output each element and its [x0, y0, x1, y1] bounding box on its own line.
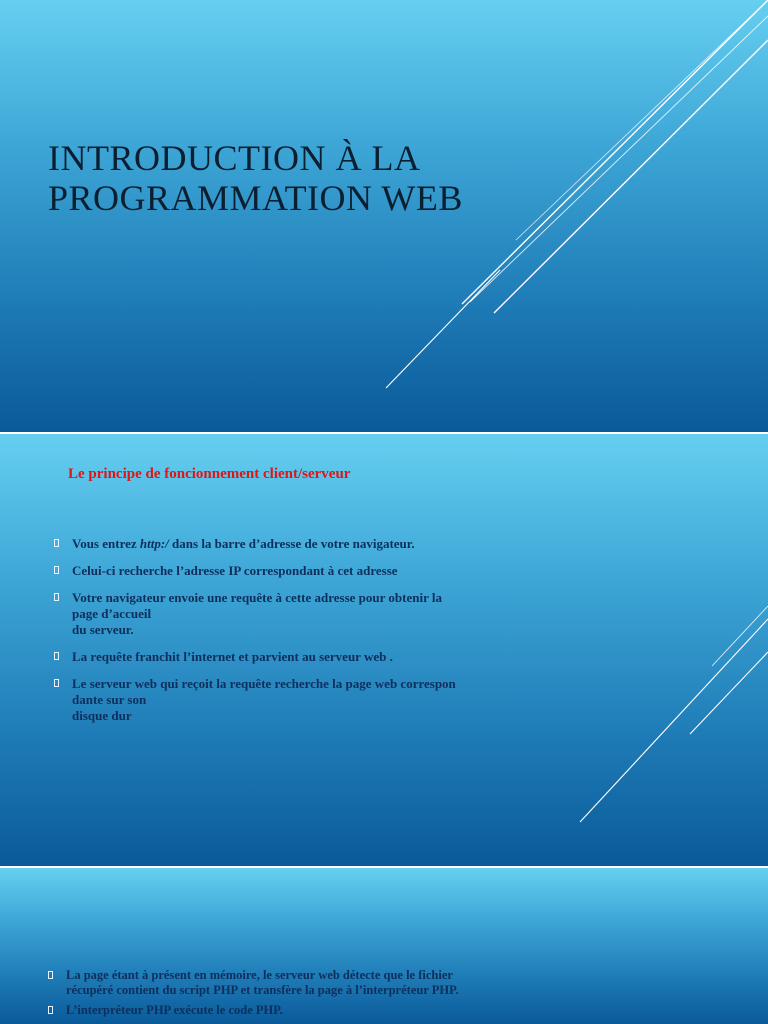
list-item [46, 968, 566, 998]
deco-line-2 [690, 652, 768, 734]
hollow-square-bullet-icon [54, 539, 59, 547]
title-line-2: PROGRAMMATION WEB [48, 178, 463, 218]
list-item [52, 563, 572, 579]
bullet-text: Celui-ci recherche l’adresse IP correspondant à cet adresse [72, 563, 398, 578]
bullet-list [52, 536, 572, 735]
slide-php-execution [0, 868, 768, 1024]
slide-client-server [0, 434, 768, 866]
deco-line-1 [580, 619, 768, 822]
bullet-text-line-3: du serveur. [72, 622, 134, 637]
slide-subtitle: Le principe de foncionnement client/serveur [68, 466, 351, 482]
bullet-text-line-2: dante sur son [72, 692, 147, 707]
hollow-square-bullet-icon [54, 652, 59, 660]
bullet-text-line-1: Votre navigateur envoie une requête à cette adresse pour obtenir la [72, 590, 442, 605]
hollow-square-bullet-icon [48, 971, 53, 979]
hollow-square-bullet-icon [54, 593, 59, 601]
bullet-text-line-1: La page étant à présent en mémoire, le serveur web détecte que le fichier [66, 968, 453, 982]
list-item [52, 536, 572, 552]
list-item [52, 649, 572, 665]
hollow-square-bullet-icon [54, 679, 59, 687]
deco-line-1 [462, 0, 768, 304]
bullet-list [46, 968, 566, 1023]
page-title [48, 138, 463, 218]
bullet-text-line-1: Le serveur web qui reçoit la requête recherche la page web correspon [72, 676, 456, 691]
hollow-square-bullet-icon [48, 1006, 53, 1014]
deco-line-4 [516, 0, 768, 240]
deco-line-2 [470, 16, 768, 302]
bullet-text-line-3: disque dur [72, 708, 132, 723]
bullet-text-post: dans la barre d’adresse de votre navigateur. [168, 536, 415, 551]
bullet-text-pre: Vous entrez [72, 536, 140, 551]
deco-line-3 [712, 606, 768, 666]
title-line-1: INTRODUCTION À LA [48, 138, 421, 178]
bullet-text: La requête franchit l’internet et parvient au serveur web . [72, 649, 393, 664]
list-item [46, 1003, 566, 1018]
hollow-square-bullet-icon [54, 566, 59, 574]
list-item [52, 676, 572, 724]
slide-title [0, 0, 768, 432]
deco-line-5 [386, 270, 500, 388]
deco-line-3 [494, 40, 768, 313]
list-item [52, 590, 572, 638]
bullet-text-line-2: récupéré contient du script PHP et transfère la page à l’interpréteur PHP. [66, 983, 459, 997]
url-text: http:/ [139, 536, 169, 551]
bullet-text-line-2: page d’accueil [72, 606, 152, 621]
bullet-text: L’interpréteur PHP exécute le code PHP. [66, 1003, 283, 1017]
